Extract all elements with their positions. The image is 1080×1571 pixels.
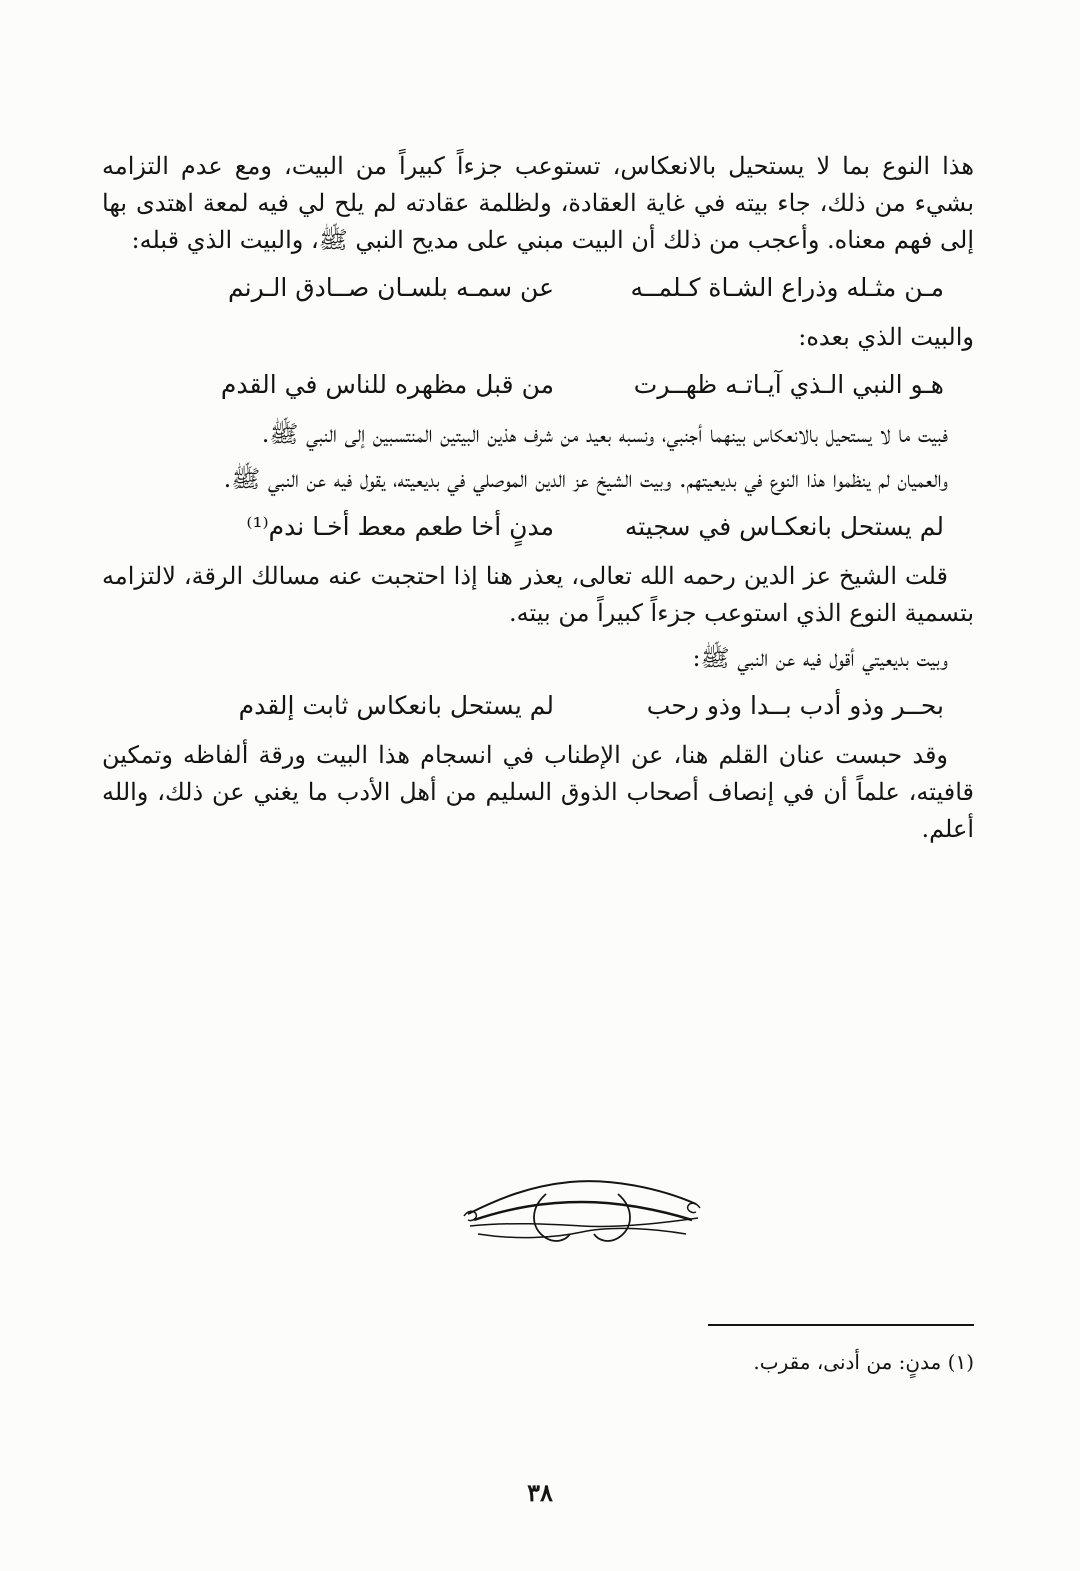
poem-verse bbox=[102, 366, 974, 404]
paragraph: وقد حبست عنان القلم هنا، عن الإطناب في انسجام هذا البيت ورقة ألفاظه وتمكين قافيته، علماً أن في إنصاف أصحاب الذوق السليم من أهل الأدب ما يغني عن ذلك، والله أعلم. bbox=[102, 741, 974, 843]
paragraph: فبيت ما لا يستحيل بالانعكاس بينهما أجنبي، ونسبه بعيد من شرف هذين البيتين المنتسبين إلى النبي ﷺ. bbox=[261, 420, 948, 448]
page-number: ٣٨ bbox=[527, 1478, 553, 1507]
paragraph: قلت الشيخ عز الدين رحمه الله تعالى، يعذر هنا إذا احتجبت عنه مسالك الرقة، لالتزامه بتسمية النوع الذي استوعب جزءاً كبيراً من بيته. bbox=[102, 562, 974, 627]
verse-first-hemistich: هـو النبي الـذي آيـاتـه ظهــرت bbox=[633, 370, 944, 399]
verse-first-hemistich: بحــر وذو أدب بــدا وذو رحب bbox=[646, 691, 944, 720]
verse-second-hemistich: مدنٍ أخا طعم معط أخـا ندم⁽¹⁾ bbox=[246, 512, 554, 541]
poem-verse bbox=[102, 687, 974, 725]
footnote: (١) مدنٍ: من أدنى، مقرب. bbox=[753, 1350, 974, 1374]
verse-second-hemistich: عن سمـه بلسـان صــادق الـرنم bbox=[227, 273, 554, 302]
page-body bbox=[102, 148, 974, 856]
poem-verse bbox=[102, 508, 974, 546]
paragraph: والبيت الذي بعده: bbox=[798, 323, 974, 351]
poem-verse bbox=[102, 269, 974, 307]
paragraph: وبيت بديعيتي أقول فيه عن النبي ﷺ: bbox=[692, 644, 948, 672]
footnote-separator bbox=[708, 1324, 974, 1326]
verse-second-hemistich: من قبل مظهره للناس في القدم bbox=[220, 370, 554, 399]
verse-first-hemistich: مـن مثـله وذراع الشـاة كـلمــه bbox=[630, 273, 944, 302]
verse-second-hemistich: لم يستحل بانعكاس ثابت إلقدم bbox=[238, 691, 554, 720]
paragraph: هذا النوع بما لا يستحيل بالانعكاس، تستوعب جزءاً كبيراً من البيت، ومع عدم التزامه بشيء من ذلك، جاء بيته في غاية العقادة، ولظلمة عقادته لم يلح لي فيه لمعة اهتدى بها إلى فهم معناه. وأعجب من ذلك أن البيت مبني على مديح النبي ﷺ، والبيت الذي قبله: bbox=[102, 152, 974, 254]
decorative-flourish bbox=[460, 1168, 705, 1250]
paragraph: والعميان لم ينظموا هذا النوع في بديعيتهم. وبيت الشيخ عز الدين الموصلي في بديعيته، يقول فيه عن النبي ﷺ. bbox=[223, 465, 948, 493]
verse-first-hemistich: لم يستحل بانعكـاس في سجيته bbox=[624, 512, 944, 541]
